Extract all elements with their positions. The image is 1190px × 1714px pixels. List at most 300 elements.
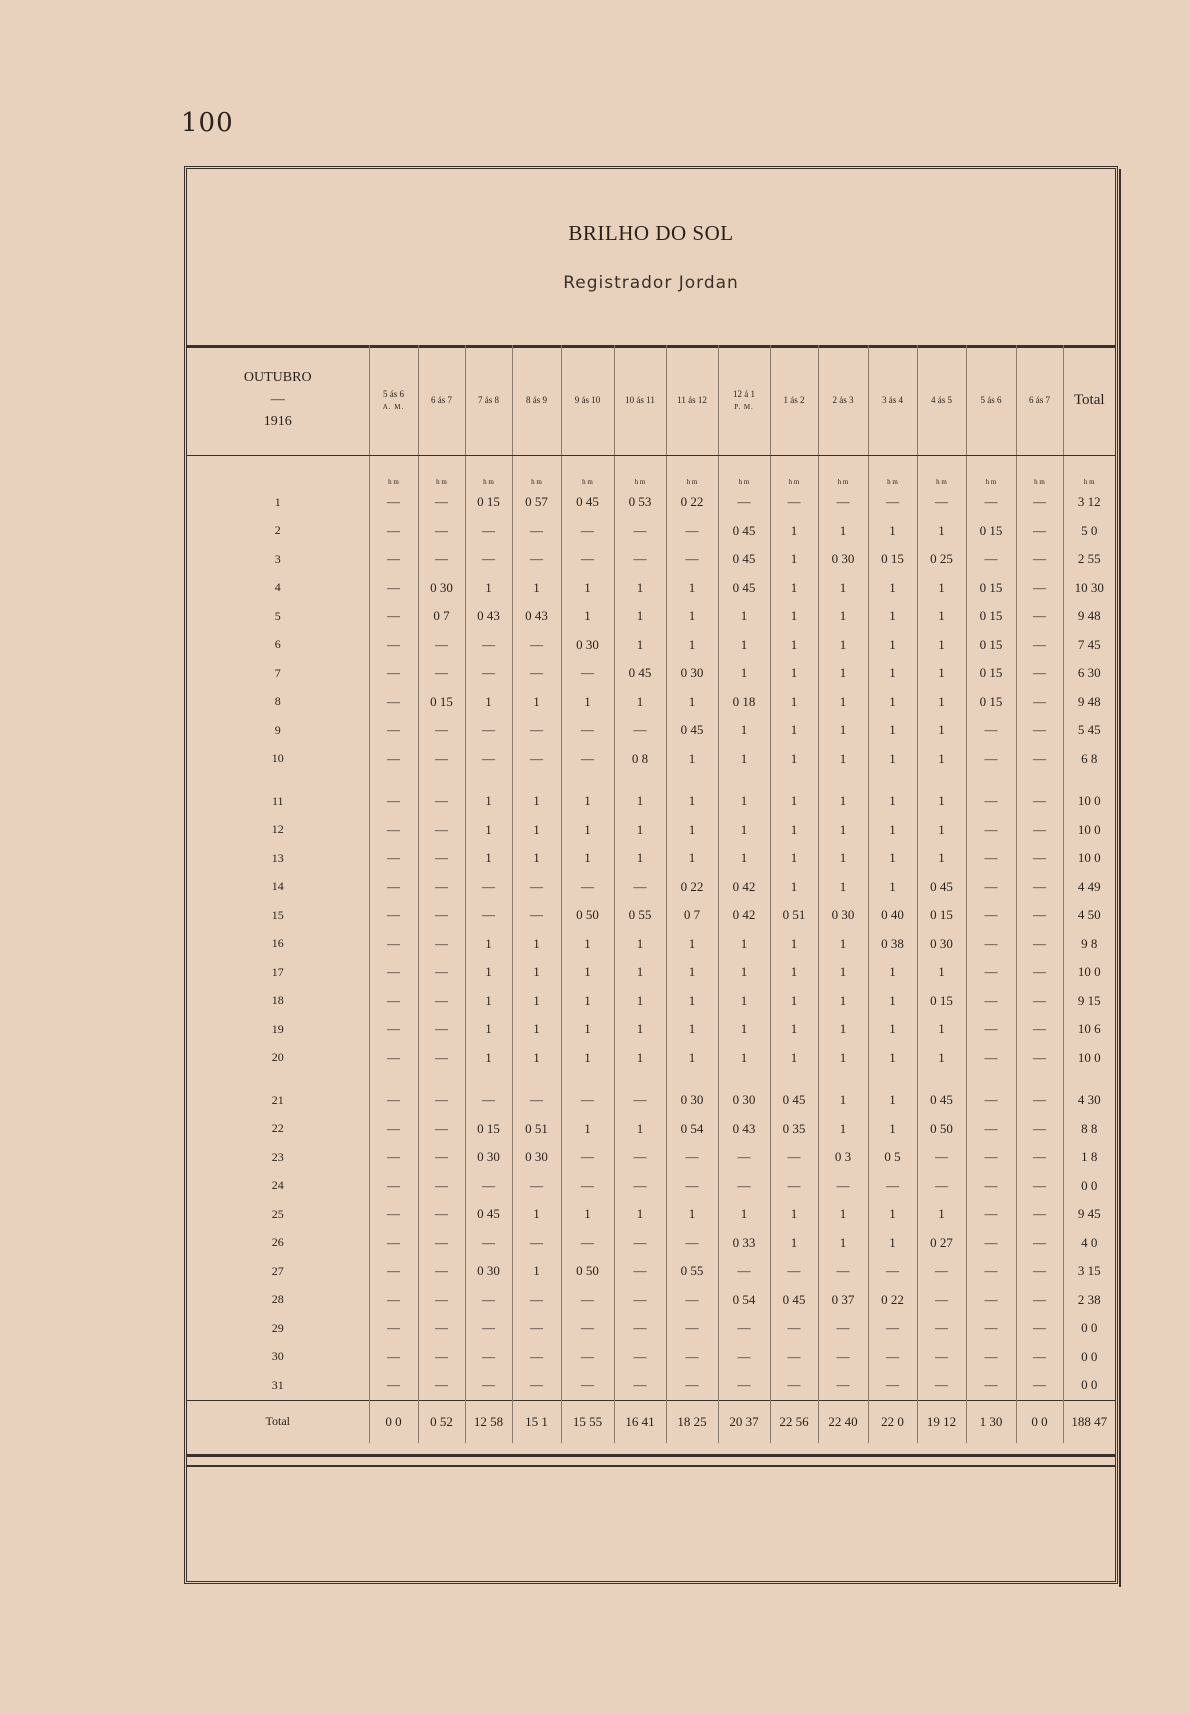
hour-value-cell: — xyxy=(561,745,614,774)
spacer-cell xyxy=(770,773,818,787)
hour-value-cell: 0 30 xyxy=(718,1086,770,1115)
hour-value-cell: 1 xyxy=(666,688,718,717)
hour-value-cell: 0 30 xyxy=(465,1143,512,1172)
hour-value-cell: 1 xyxy=(512,844,561,873)
hour-value-cell: 1 xyxy=(512,816,561,845)
hour-value-cell: — xyxy=(966,1200,1016,1229)
hour-value-cell: — xyxy=(1016,1172,1063,1201)
hour-value-cell: 1 xyxy=(818,716,868,745)
spacer-cell xyxy=(770,1072,818,1086)
hour-value-cell: 1 xyxy=(868,1015,917,1044)
hour-value-cell: 1 xyxy=(770,1229,818,1258)
day-number: 21 xyxy=(271,1092,284,1107)
hour-value-cell: 0 45 xyxy=(718,545,770,574)
hour-value-cell: 1 xyxy=(614,1044,666,1073)
row-total-cell: 10 0 xyxy=(1063,958,1115,987)
hour-value-cell: 0 22 xyxy=(666,873,718,902)
hour-value-cell: — xyxy=(666,1371,718,1400)
hour-value-cell: 1 xyxy=(512,930,561,959)
hour-value-cell: — xyxy=(770,1143,818,1172)
hour-value-cell: 1 xyxy=(770,1015,818,1044)
hour-value-cell: — xyxy=(561,659,614,688)
hour-value-cell: — xyxy=(512,545,561,574)
hour-value-cell: — xyxy=(418,1286,465,1315)
spacer-cell xyxy=(561,1072,614,1086)
hour-value-cell: 0 40 xyxy=(868,901,917,930)
hour-value-cell: — xyxy=(369,602,418,631)
hour-value-cell: 0 27 xyxy=(917,1229,966,1258)
page-number: 100 xyxy=(181,108,234,138)
hour-value-cell: — xyxy=(917,1172,966,1201)
hour-value-cell: 1 xyxy=(614,816,666,845)
hour-value-cell: 1 xyxy=(465,787,512,816)
hour-value-cell: 1 xyxy=(868,659,917,688)
hour-value-cell: — xyxy=(718,488,770,517)
hour-value-cell: — xyxy=(561,1143,614,1172)
hour-value-cell: — xyxy=(418,1115,465,1144)
row-total-cell: 0 0 xyxy=(1063,1343,1115,1372)
hour-value-cell: 1 xyxy=(614,844,666,873)
hour-value-cell: 0 45 xyxy=(917,1086,966,1115)
hour-value-cell: — xyxy=(614,873,666,902)
hour-value-cell: 1 xyxy=(917,958,966,987)
hour-value-cell: 1 xyxy=(917,745,966,774)
hour-value-cell: — xyxy=(1016,1044,1063,1073)
hour-value-cell: 0 51 xyxy=(770,901,818,930)
month-header xyxy=(187,345,369,456)
hour-value-cell: — xyxy=(818,1314,868,1343)
hour-label: 12 á 1 xyxy=(733,389,755,399)
table-row xyxy=(187,716,1115,745)
hour-value-cell: — xyxy=(614,1172,666,1201)
hour-value-cell: — xyxy=(465,716,512,745)
hour-value-cell: — xyxy=(369,1343,418,1372)
hour-value-cell: 1 xyxy=(818,930,868,959)
hour-value-cell: 1 xyxy=(818,745,868,774)
hour-value-cell: — xyxy=(718,1172,770,1201)
hour-value-cell: — xyxy=(418,716,465,745)
hour-value-cell: — xyxy=(1016,659,1063,688)
spacer-cell xyxy=(718,773,770,787)
group-spacer xyxy=(187,1072,1115,1086)
hour-value-cell: — xyxy=(369,1015,418,1044)
row-total-cell: 0 0 xyxy=(1063,1172,1115,1201)
month-label: OUTUBRO xyxy=(243,370,312,385)
hour-value-cell: — xyxy=(369,1371,418,1400)
hour-value-cell: — xyxy=(868,1371,917,1400)
hour-value-cell: 1 xyxy=(770,930,818,959)
day-number: 25 xyxy=(271,1206,284,1221)
hour-value-cell: — xyxy=(369,787,418,816)
hour-value-cell: 1 xyxy=(770,602,818,631)
hour-value-cell: — xyxy=(418,1200,465,1229)
hour-value-cell: — xyxy=(966,1115,1016,1144)
hour-value-cell: 1 xyxy=(718,844,770,873)
hour-value-cell: — xyxy=(512,517,561,546)
hour-value-cell: — xyxy=(465,1343,512,1372)
hour-value-cell: 1 xyxy=(718,745,770,774)
unit-cell: h m xyxy=(614,456,666,489)
column-total-cell: 15 55 xyxy=(561,1400,614,1443)
hour-value-cell: — xyxy=(966,901,1016,930)
hour-value-cell: 1 xyxy=(561,574,614,603)
spacer-cell xyxy=(561,773,614,787)
hour-value-cell: 1 xyxy=(666,1044,718,1073)
table-row xyxy=(187,574,1115,603)
hour-value-cell: 0 35 xyxy=(770,1115,818,1144)
unit-cell: h m xyxy=(369,456,418,489)
column-total-cell: 0 0 xyxy=(1016,1400,1063,1443)
table-row xyxy=(187,816,1115,845)
hour-value-cell: 1 xyxy=(818,1115,868,1144)
table-row xyxy=(187,987,1115,1016)
unit-cell: h m xyxy=(966,456,1016,489)
hour-value-cell: 1 xyxy=(770,1044,818,1073)
table-row xyxy=(187,745,1115,774)
hour-value-cell: 1 xyxy=(718,602,770,631)
hour-value-cell: 0 37 xyxy=(818,1286,868,1315)
column-total-cell: 22 56 xyxy=(770,1400,818,1443)
hour-header: 1 ás 2 xyxy=(770,345,818,456)
lower-rule xyxy=(187,1465,1115,1467)
hour-value-cell: — xyxy=(512,1314,561,1343)
hour-header xyxy=(718,345,770,456)
hour-value-cell: — xyxy=(418,1314,465,1343)
hour-value-cell: — xyxy=(614,1086,666,1115)
hour-value-cell: — xyxy=(614,517,666,546)
hour-value-cell: 0 15 xyxy=(966,631,1016,660)
pm-label: P. M. xyxy=(734,403,754,411)
hour-value-cell: — xyxy=(818,1343,868,1372)
row-total-cell: 10 30 xyxy=(1063,574,1115,603)
row-total-cell: 1 8 xyxy=(1063,1143,1115,1172)
hour-value-cell: — xyxy=(966,1286,1016,1315)
hour-value-cell: — xyxy=(561,1286,614,1315)
hour-header: 6 ás 7 xyxy=(418,345,465,456)
hour-value-cell: — xyxy=(1016,901,1063,930)
hour-value-cell: — xyxy=(1016,745,1063,774)
spacer-cell xyxy=(917,773,966,787)
hour-value-cell: — xyxy=(770,1314,818,1343)
day-number: 13 xyxy=(271,850,284,865)
hour-value-cell: 1 xyxy=(561,958,614,987)
day-number: 24 xyxy=(271,1178,284,1193)
unit-cell: h m xyxy=(666,456,718,489)
hour-value-cell: 1 xyxy=(666,631,718,660)
hour-header: 9 ás 10 xyxy=(561,345,614,456)
hour-value-cell: — xyxy=(369,1044,418,1073)
row-total-cell: 2 55 xyxy=(1063,545,1115,574)
table-row xyxy=(187,1343,1115,1372)
day-number: 11 xyxy=(271,793,284,808)
hour-value-cell: — xyxy=(1016,816,1063,845)
table-row xyxy=(187,844,1115,873)
hour-value-cell: 1 xyxy=(512,688,561,717)
hour-value-cell: — xyxy=(418,631,465,660)
table-row xyxy=(187,517,1115,546)
row-total-cell: 10 0 xyxy=(1063,816,1115,845)
hour-value-cell: 1 xyxy=(770,816,818,845)
hour-value-cell: 1 xyxy=(917,517,966,546)
hour-value-cell: — xyxy=(369,816,418,845)
hour-value-cell: — xyxy=(369,545,418,574)
hour-value-cell: — xyxy=(369,688,418,717)
table-row xyxy=(187,1286,1115,1315)
hour-value-cell: 0 42 xyxy=(718,873,770,902)
day-number: 8 xyxy=(274,694,281,709)
hour-value-cell: — xyxy=(770,1172,818,1201)
unit-cell: h m xyxy=(418,456,465,489)
hour-value-cell: — xyxy=(369,1257,418,1286)
hour-value-cell: 1 xyxy=(770,787,818,816)
hour-value-cell: — xyxy=(418,958,465,987)
hour-value-cell: — xyxy=(369,958,418,987)
total-header: Total xyxy=(1063,345,1115,456)
day-number: 17 xyxy=(271,964,284,979)
year-label: 1916 xyxy=(263,414,292,429)
hour-value-cell: — xyxy=(614,1343,666,1372)
hour-value-cell: 1 xyxy=(666,1200,718,1229)
hour-value-cell: 0 54 xyxy=(666,1115,718,1144)
spacer-cell xyxy=(818,1072,868,1086)
hour-value-cell: 1 xyxy=(614,958,666,987)
hour-value-cell: 1 xyxy=(868,1115,917,1144)
hour-value-cell: — xyxy=(614,1286,666,1315)
spacer-cell xyxy=(1016,773,1063,787)
hour-value-cell: — xyxy=(966,1044,1016,1073)
hour-value-cell: 1 xyxy=(868,716,917,745)
row-total-cell: 4 50 xyxy=(1063,901,1115,930)
row-total-cell: 10 0 xyxy=(1063,1044,1115,1073)
hour-value-cell: — xyxy=(369,1314,418,1343)
hour-value-cell: 0 43 xyxy=(718,1115,770,1144)
hour-value-cell: — xyxy=(917,1257,966,1286)
unit-cell: h m xyxy=(770,456,818,489)
hour-value-cell: 1 xyxy=(917,602,966,631)
hour-value-cell: 1 xyxy=(868,1200,917,1229)
hour-value-cell: — xyxy=(1016,688,1063,717)
hour-value-cell: 0 50 xyxy=(917,1115,966,1144)
sunshine-table xyxy=(187,345,1115,1443)
hour-value-cell: 1 xyxy=(868,1086,917,1115)
table-row xyxy=(187,1314,1115,1343)
hour-value-cell: 1 xyxy=(917,844,966,873)
hour-value-cell: 1 xyxy=(614,631,666,660)
hour-value-cell: — xyxy=(369,873,418,902)
hour-value-cell: 0 45 xyxy=(770,1286,818,1315)
hour-value-cell: — xyxy=(966,1371,1016,1400)
table-row xyxy=(187,1371,1115,1400)
hour-value-cell: 1 xyxy=(512,1200,561,1229)
hour-value-cell: 0 45 xyxy=(614,659,666,688)
row-total-cell: 10 6 xyxy=(1063,1015,1115,1044)
hour-value-cell: 1 xyxy=(561,787,614,816)
spacer-cell xyxy=(966,1072,1016,1086)
hour-value-cell: 1 xyxy=(868,602,917,631)
table-row xyxy=(187,1257,1115,1286)
hour-value-cell: — xyxy=(418,659,465,688)
hour-value-cell: — xyxy=(418,1229,465,1258)
hour-value-cell: 1 xyxy=(718,930,770,959)
spacer-cell xyxy=(818,773,868,787)
hour-value-cell: 1 xyxy=(666,745,718,774)
hour-value-cell: — xyxy=(1016,1343,1063,1372)
hour-value-cell: 1 xyxy=(868,816,917,845)
hour-value-cell: — xyxy=(418,488,465,517)
spacer-cell xyxy=(718,1072,770,1086)
hour-value-cell: — xyxy=(966,930,1016,959)
day-number: 2 xyxy=(274,523,281,538)
hour-value-cell: 1 xyxy=(718,958,770,987)
hour-value-cell: — xyxy=(1016,1143,1063,1172)
hour-value-cell: — xyxy=(465,1172,512,1201)
hour-value-cell: — xyxy=(512,1343,561,1372)
month-dash: — xyxy=(270,392,285,407)
hour-header: 5 ás 6 xyxy=(966,345,1016,456)
hour-value-cell: — xyxy=(666,1343,718,1372)
table-row xyxy=(187,930,1115,959)
hour-value-cell: 1 xyxy=(465,987,512,1016)
hour-value-cell: — xyxy=(369,1143,418,1172)
hour-value-cell: — xyxy=(868,488,917,517)
document-frame xyxy=(184,166,1118,1584)
hour-value-cell: 0 30 xyxy=(917,930,966,959)
hour-value-cell: — xyxy=(1016,602,1063,631)
spacer-cell xyxy=(369,773,418,787)
hour-value-cell: — xyxy=(369,901,418,930)
hour-value-cell: 0 45 xyxy=(718,517,770,546)
hour-value-cell: — xyxy=(512,901,561,930)
hour-value-cell: 1 xyxy=(718,816,770,845)
hour-value-cell: 1 xyxy=(561,844,614,873)
hour-value-cell: 0 45 xyxy=(561,488,614,517)
hour-value-cell: — xyxy=(512,1172,561,1201)
row-total-cell: 9 15 xyxy=(1063,987,1115,1016)
hour-value-cell: — xyxy=(614,1371,666,1400)
hour-value-cell: 1 xyxy=(512,787,561,816)
hour-value-cell: 1 xyxy=(666,987,718,1016)
hour-value-cell: — xyxy=(418,987,465,1016)
hour-value-cell: 1 xyxy=(770,844,818,873)
hour-value-cell: — xyxy=(512,716,561,745)
hour-value-cell: — xyxy=(666,1172,718,1201)
hour-value-cell: 1 xyxy=(818,787,868,816)
hour-value-cell: — xyxy=(561,873,614,902)
hour-value-cell: 1 xyxy=(465,844,512,873)
row-total-cell: 0 0 xyxy=(1063,1371,1115,1400)
table-row xyxy=(187,1200,1115,1229)
hour-value-cell: 0 45 xyxy=(666,716,718,745)
hour-value-cell: — xyxy=(465,1229,512,1258)
hour-value-cell: — xyxy=(718,1143,770,1172)
spacer-cell xyxy=(369,1072,418,1086)
hour-value-cell: 0 51 xyxy=(512,1115,561,1144)
hour-value-cell: 1 xyxy=(465,574,512,603)
hour-value-cell: 0 22 xyxy=(666,488,718,517)
hour-value-cell: — xyxy=(1016,958,1063,987)
hour-value-cell: 1 xyxy=(868,844,917,873)
hour-value-cell: — xyxy=(614,1229,666,1258)
hour-value-cell: 0 15 xyxy=(966,659,1016,688)
hour-value-cell: — xyxy=(966,816,1016,845)
hour-value-cell: 1 xyxy=(614,1200,666,1229)
hour-value-cell: 0 54 xyxy=(718,1286,770,1315)
day-number: 3 xyxy=(274,551,281,566)
hour-value-cell: — xyxy=(770,1343,818,1372)
hour-value-cell: — xyxy=(561,1314,614,1343)
hour-value-cell: — xyxy=(966,488,1016,517)
hour-value-cell: — xyxy=(418,1343,465,1372)
hour-value-cell: 0 45 xyxy=(917,873,966,902)
row-total-cell: 10 0 xyxy=(1063,844,1115,873)
hour-value-cell: 1 xyxy=(868,745,917,774)
day-number: 26 xyxy=(271,1235,284,1250)
day-number: 18 xyxy=(271,993,284,1008)
hour-value-cell: 1 xyxy=(718,631,770,660)
hour-value-cell: 1 xyxy=(770,631,818,660)
hour-value-cell: 0 15 xyxy=(966,688,1016,717)
row-total-cell: 9 8 xyxy=(1063,930,1115,959)
hour-value-cell: — xyxy=(818,1257,868,1286)
hour-value-cell: 1 xyxy=(614,574,666,603)
hour-value-cell: — xyxy=(917,1143,966,1172)
hour-value-cell: 1 xyxy=(818,844,868,873)
row-total-cell: 9 45 xyxy=(1063,1200,1115,1229)
hour-value-cell: — xyxy=(1016,1257,1063,1286)
hour-value-cell: 1 xyxy=(818,1086,868,1115)
hour-value-cell: 1 xyxy=(512,574,561,603)
hour-header: 3 ás 4 xyxy=(868,345,917,456)
spacer-cell xyxy=(465,773,512,787)
hour-value-cell: 1 xyxy=(512,1015,561,1044)
hour-value-cell: 1 xyxy=(818,659,868,688)
hour-value-cell: 1 xyxy=(718,716,770,745)
day-number: 1 xyxy=(274,494,281,509)
hour-value-cell: 0 38 xyxy=(868,930,917,959)
spacer-cell xyxy=(512,773,561,787)
hour-value-cell: 1 xyxy=(770,745,818,774)
unit-cell: h m xyxy=(868,456,917,489)
hour-value-cell: 0 50 xyxy=(561,1257,614,1286)
hour-value-cell: — xyxy=(966,787,1016,816)
hour-value-cell: — xyxy=(1016,1086,1063,1115)
hour-value-cell: 1 xyxy=(666,930,718,959)
hour-value-cell: 1 xyxy=(465,816,512,845)
hour-value-cell: 1 xyxy=(770,517,818,546)
hour-value-cell: — xyxy=(465,1086,512,1115)
hour-value-cell: — xyxy=(512,631,561,660)
header-row xyxy=(187,345,1115,456)
page-subtitle: Registrador Jordan xyxy=(563,273,739,293)
hour-value-cell: 1 xyxy=(770,716,818,745)
hour-value-cell: — xyxy=(561,517,614,546)
hour-value-cell: — xyxy=(1016,1200,1063,1229)
hour-value-cell: — xyxy=(1016,574,1063,603)
hour-value-cell: — xyxy=(561,545,614,574)
row-total-cell: 9 48 xyxy=(1063,688,1115,717)
day-number: 14 xyxy=(271,879,284,894)
hour-header: 7 ás 8 xyxy=(465,345,512,456)
hour-value-cell: — xyxy=(465,745,512,774)
hour-value-cell: — xyxy=(369,488,418,517)
hour-value-cell: — xyxy=(561,1172,614,1201)
hour-value-cell: 1 xyxy=(818,688,868,717)
hour-value-cell: — xyxy=(966,1172,1016,1201)
hour-value-cell: 1 xyxy=(818,816,868,845)
hour-value-cell: — xyxy=(369,1086,418,1115)
hour-value-cell: — xyxy=(369,745,418,774)
column-total-cell: 0 52 xyxy=(418,1400,465,1443)
